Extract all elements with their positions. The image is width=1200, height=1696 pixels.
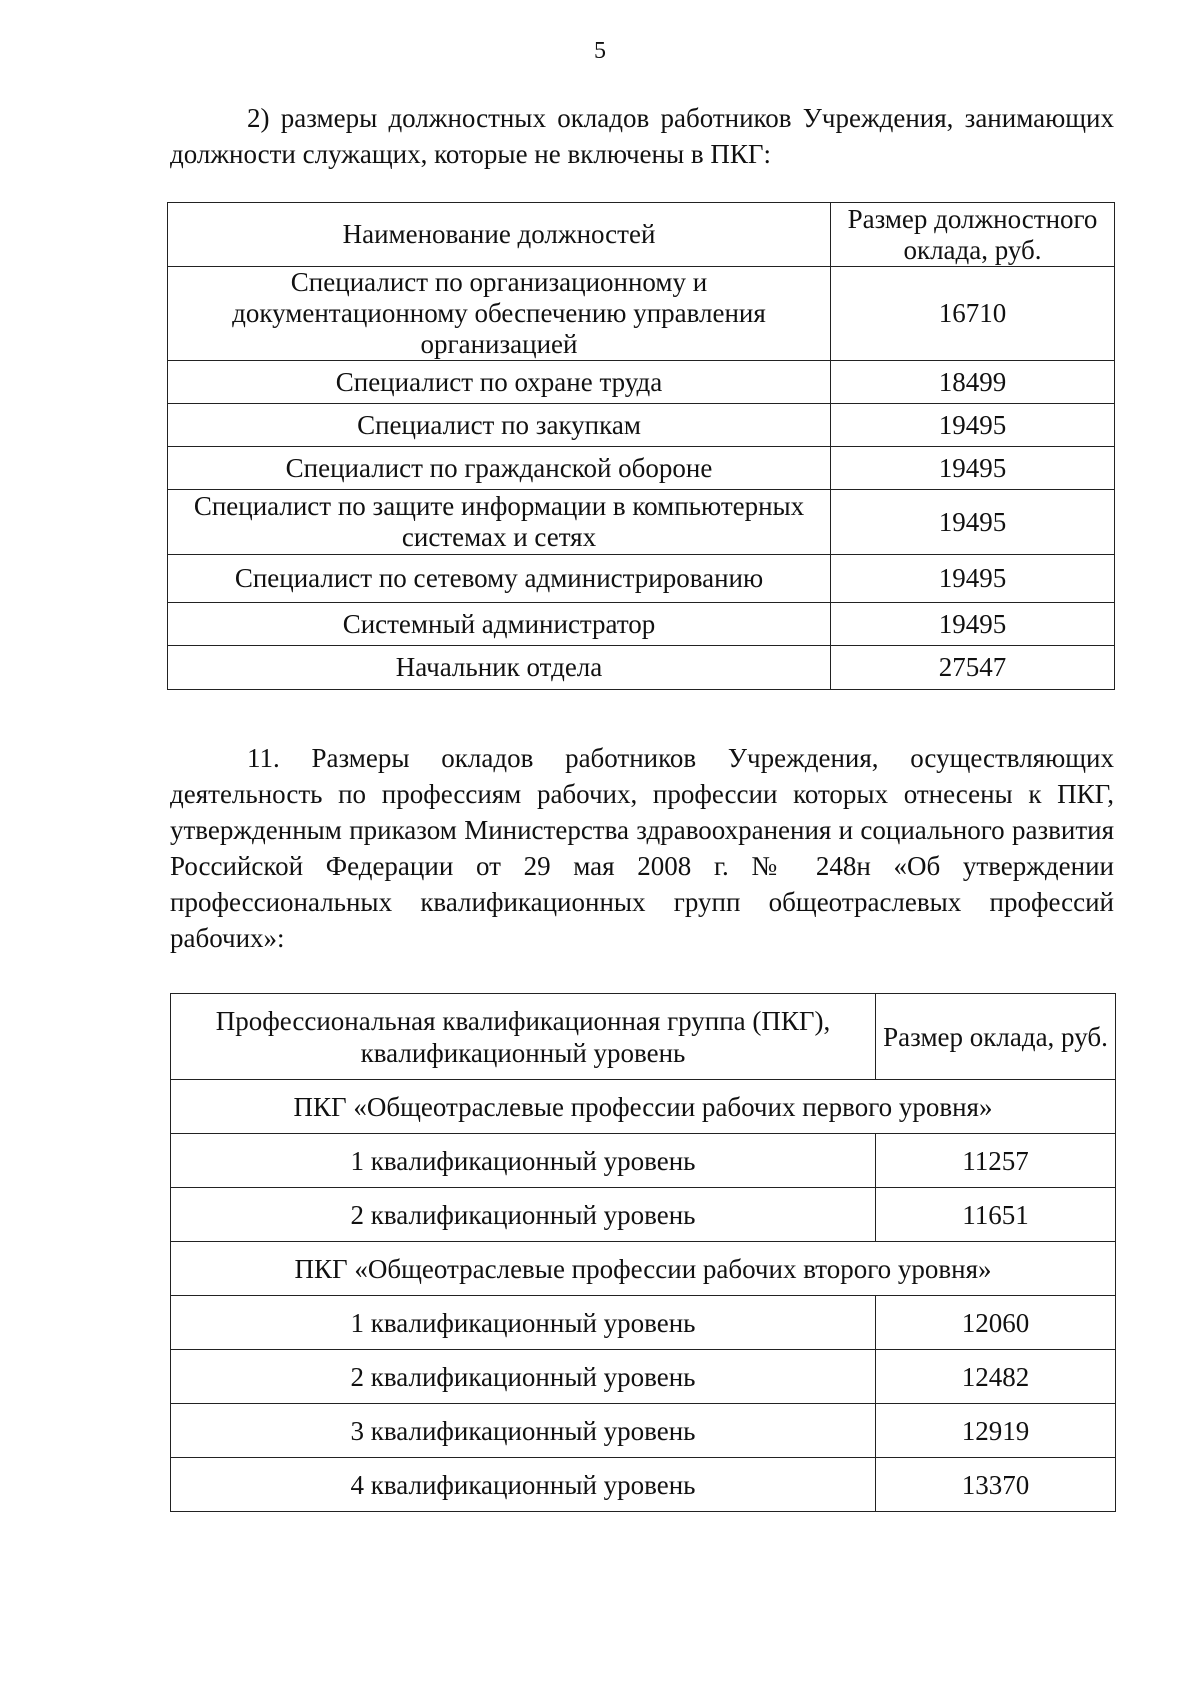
position-name: Специалист по закупкам [168, 404, 831, 447]
level-salary: 12482 [876, 1350, 1116, 1404]
level-salary: 12060 [876, 1296, 1116, 1350]
positions-salary-table [167, 202, 1115, 690]
group-title-row [171, 1242, 1116, 1296]
table-row [171, 1188, 1116, 1242]
group-title-row [171, 1080, 1116, 1134]
table-row [168, 447, 1115, 490]
header-salary: Размер должностного оклада, руб. [831, 203, 1115, 267]
table-row [171, 1134, 1116, 1188]
table-row [168, 646, 1115, 690]
table-row [171, 1458, 1116, 1512]
position-salary: 19495 [831, 490, 1115, 555]
position-salary: 18499 [831, 361, 1115, 404]
position-name: Специалист по охране труда [168, 361, 831, 404]
table-row [168, 490, 1115, 555]
paragraph-positions-intro: 2) размеры должностных окладов работников Учреждения, занимающих должности служащих, которые не включены в ПКГ: [170, 103, 1114, 169]
table-row [171, 1296, 1116, 1350]
header-salary: Размер оклада, руб. [876, 994, 1116, 1080]
group-title: ПКГ «Общеотраслевые профессии рабочих первого уровня» [171, 1080, 1116, 1134]
level-salary: 11257 [876, 1134, 1116, 1188]
level-salary: 13370 [876, 1458, 1116, 1512]
header-qualification-group: Профессиональная квалификационная группа (ПКГ), квалификационный уровень [171, 994, 876, 1080]
table-row [168, 267, 1115, 361]
table-row [171, 1350, 1116, 1404]
header-position-name: Наименование должностей [168, 203, 831, 267]
qualification-level: 2 квалификационный уровень [171, 1188, 876, 1242]
position-salary: 19495 [831, 555, 1115, 603]
position-name: Специалист по организационному и документационному обеспечению управления организацией [168, 267, 831, 361]
group-title: ПКГ «Общеотраслевые профессии рабочих второго уровня» [171, 1242, 1116, 1296]
position-name: Начальник отдела [168, 646, 831, 690]
position-salary: 19495 [831, 447, 1115, 490]
position-name: Специалист по защите информации в компьютерных системах и сетях [168, 490, 831, 555]
qualification-level: 3 квалификационный уровень [171, 1404, 876, 1458]
position-salary: 19495 [831, 404, 1115, 447]
table-header-row [168, 203, 1115, 267]
level-salary: 12919 [876, 1404, 1116, 1458]
paragraph-section-11: 11. Размеры окладов работников Учреждения, осуществляющих деятельность по профессиям рабочих, профессии которых отнесены к ПКГ, утвержденным приказом Министерства здравоохранения и социального развития Российской Федерации от 29 мая 2008 г. № 248н «Об утверждении профессиональных квалификационных групп общеотраслевых профессий рабочих»: [170, 743, 1114, 953]
qualification-level: 1 квалификационный уровень [171, 1134, 876, 1188]
qualification-level: 1 квалификационный уровень [171, 1296, 876, 1350]
position-salary: 16710 [831, 267, 1115, 361]
position-name: Специалист по сетевому администрированию [168, 555, 831, 603]
qualification-level: 2 квалификационный уровень [171, 1350, 876, 1404]
position-salary: 27547 [831, 646, 1115, 690]
table-header-row [171, 994, 1116, 1080]
worker-professions-salary-table [170, 993, 1116, 1512]
position-name: Специалист по гражданской обороне [168, 447, 831, 490]
table-row [168, 603, 1115, 646]
table-row [171, 1404, 1116, 1458]
page-number: 5 [594, 38, 606, 64]
qualification-level: 4 квалификационный уровень [171, 1458, 876, 1512]
level-salary: 11651 [876, 1188, 1116, 1242]
table-row [168, 555, 1115, 603]
table-row [168, 404, 1115, 447]
table-row [168, 361, 1115, 404]
position-name: Системный администратор [168, 603, 831, 646]
position-salary: 19495 [831, 603, 1115, 646]
